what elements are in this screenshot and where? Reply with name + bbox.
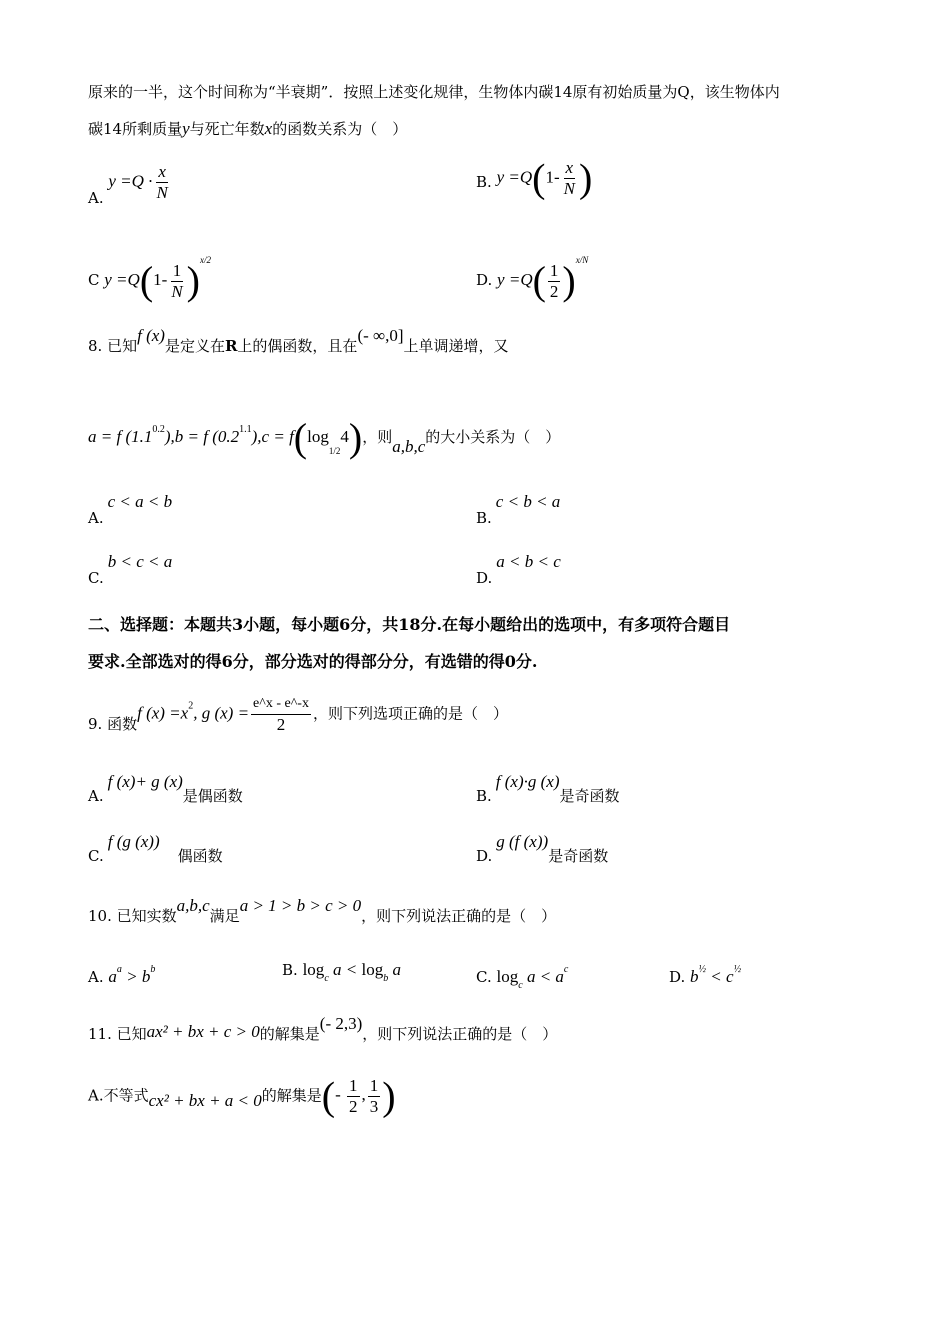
- q9-option-b[interactable]: [476, 772, 620, 805]
- fraction: [548, 261, 561, 302]
- option-label: A.: [88, 509, 104, 527]
- option-label: A.: [88, 1086, 104, 1105]
- formula-b: ),b = f (0.2: [164, 427, 240, 446]
- inequality: cx² + bx + a < 0: [148, 1091, 262, 1111]
- option-label: D.: [476, 847, 493, 865]
- section-2-heading-line-2: [88, 652, 537, 672]
- fraction-denominator: 2: [276, 715, 286, 734]
- q7-option-a[interactable]: [88, 162, 172, 207]
- exponent: x/N: [575, 255, 589, 265]
- q11-stem: [88, 1014, 558, 1043]
- q8-option-a[interactable]: [88, 492, 173, 527]
- fraction-numerator: 1: [549, 260, 559, 280]
- stem-text: 是定义在: [164, 337, 225, 355]
- option-label: B.: [476, 172, 492, 191]
- exponent: 1.1: [239, 424, 252, 435]
- option-formula: c < a < b: [107, 492, 173, 511]
- option-label: A.: [88, 188, 104, 207]
- q7-option-c[interactable]: C y =Q(1- $\frac{1}{N}$ )$^{x/2}$: [88, 255, 211, 303]
- var-x: x: [264, 119, 273, 138]
- option-label: C: [88, 271, 100, 289]
- set-R: R: [224, 337, 238, 355]
- option-label: A.: [88, 968, 104, 986]
- log: log: [307, 427, 329, 446]
- vars-abc: a,b,c: [392, 437, 426, 456]
- exponent: 0.2: [152, 424, 165, 435]
- stem-text: 上的偶函数，且在: [237, 337, 358, 355]
- formula-fx: f (x): [137, 326, 165, 345]
- intro-text-2a: 碳14所剩质量: [88, 120, 183, 138]
- formula-g: , g (x) =: [193, 703, 250, 723]
- interval: (- ∞,0]: [357, 326, 404, 345]
- option-label: B.: [476, 787, 492, 805]
- solution-set: - $\frac{1}{2}$ , $\frac{1}{3}$: [335, 1076, 379, 1116]
- fraction-denominator: N: [563, 179, 575, 198]
- option-label: A.: [88, 787, 104, 805]
- fraction-numerator: x: [565, 158, 574, 177]
- fraction-numerator: e^x - e^-x: [251, 694, 311, 715]
- intro-text-1: 原来的一半，这个时间称为“半衰期”．按照上述变化规律，生物体内碳14原有初始质量为Q，该生物体内: [88, 83, 780, 101]
- option-formula: c < b < a: [495, 492, 561, 511]
- q10-stem: [88, 896, 557, 925]
- intro-line-1: [88, 82, 780, 102]
- intro-line-2: [88, 119, 407, 139]
- q8-option-d[interactable]: [476, 552, 561, 587]
- formula-part: 1-: [545, 167, 560, 187]
- q10-option-a[interactable]: [88, 960, 155, 987]
- fraction-numerator: x: [158, 162, 166, 181]
- q9-option-a[interactable]: [88, 772, 243, 805]
- formula-a: a = f (1.1: [88, 427, 153, 446]
- inequality: ax² + bx + c > 0: [146, 1022, 260, 1041]
- question-number: 10. 已知实数: [88, 907, 177, 925]
- option-formula: b < c < a: [107, 552, 173, 571]
- option-formula: f (g (x)): [107, 832, 160, 851]
- section-heading-text: 要求.全部选对的得6分，部分选对的得部分分，有选错的得0分.: [88, 652, 538, 671]
- stem-text: ，则下列说法正确的是（ ）: [361, 907, 557, 925]
- option-formula: $b^{\frac{1}{2}} < c^{\frac{1}{2}}$: [690, 964, 742, 986]
- option-formula: f (x)·g (x): [495, 772, 560, 791]
- option-label: B.: [476, 509, 492, 527]
- q8-stem-line-2: a = f $(1.1^{0.2}),b = f$ $(0.2^{1.1}),c = f(\log_{1/2}4)$，则a,b,c的大小关系为（ ）: [88, 415, 561, 460]
- option-formula: y =Q ·: [108, 171, 153, 191]
- q11-option-a[interactable]: A.不等式cx² + bx + a < 0的解集是(- $\frac{1}{2}$ , $\frac{1}{3}$ ): [88, 1073, 396, 1119]
- q10-option-d[interactable]: [669, 960, 741, 987]
- formula-c: ),c = f: [251, 427, 294, 446]
- option-formula: y =Q: [497, 270, 533, 289]
- fraction-numerator: 1: [172, 260, 182, 280]
- q9-stem: [88, 694, 508, 735]
- option-formula: a < b < c: [496, 552, 561, 571]
- option-text: 不等式: [103, 1086, 149, 1105]
- fraction: [169, 261, 184, 302]
- stem-text: ，则下列选项正确的是（ ）: [312, 704, 508, 723]
- formula-part: 1-: [153, 270, 168, 289]
- q8-option-c[interactable]: [88, 552, 173, 587]
- exponent: 2: [188, 700, 194, 712]
- fraction: [251, 694, 311, 735]
- option-label: B.: [282, 961, 298, 979]
- fraction-denominator: 2: [549, 281, 559, 301]
- question-number: 8. 已知: [88, 337, 138, 355]
- var-y: y: [182, 119, 190, 138]
- log-base: 1/2: [328, 446, 341, 456]
- option-label: D.: [476, 271, 493, 289]
- option-label: D.: [476, 569, 493, 587]
- q10-option-b[interactable]: [282, 960, 401, 989]
- intro-text-2b: 与死亡年数: [189, 120, 265, 138]
- section-heading-text: 二、选择题：本题共3小题，每小题6分，共18分.在每小题给出的选项中，有多项符合题目: [88, 615, 731, 634]
- fraction-denominator: N: [171, 281, 183, 301]
- q9-option-c[interactable]: [88, 832, 223, 865]
- option-formula: y =Q: [104, 270, 140, 289]
- fraction-denominator: N: [156, 183, 168, 202]
- stem-text: ，则下列说法正确的是（ ）: [362, 1025, 558, 1043]
- option-text: 是奇函数: [548, 847, 609, 865]
- q8-option-b[interactable]: [476, 492, 561, 527]
- stem-text: 的大小关系为（ ）: [425, 428, 561, 446]
- option-label: D.: [669, 968, 686, 986]
- option-text: 是奇函数: [559, 787, 620, 805]
- stem-text: ，则: [362, 428, 393, 446]
- fraction: [562, 158, 577, 199]
- stem-text: 的解集是: [259, 1025, 320, 1043]
- option-text: 的解集是: [261, 1086, 322, 1105]
- q7-option-b[interactable]: B. y =Q(1- $\frac{x}{N}$ ): [476, 155, 593, 201]
- stem-text: 满足: [209, 907, 240, 925]
- q9-option-d[interactable]: [476, 832, 609, 865]
- option-label: C.: [476, 968, 492, 986]
- intro-text-2c: 的函数关系为（ ）: [272, 120, 408, 138]
- exponent: x/2: [199, 255, 211, 265]
- vars-abc: a,b,c: [176, 896, 210, 915]
- option-formula: g (f (x)): [496, 832, 549, 851]
- fraction: [154, 162, 169, 203]
- option-formula: $\log_c a < a^c$: [496, 964, 569, 991]
- question-number: 9. 函数: [88, 714, 138, 733]
- option-text: 偶函数: [177, 847, 223, 865]
- option-text: 是偶函数: [182, 787, 243, 805]
- q8-stem-line-1: [88, 326, 509, 355]
- question-number: 11. 已知: [88, 1025, 147, 1043]
- section-2-heading-line-1: [88, 615, 730, 635]
- option-label: C.: [88, 569, 104, 587]
- option-formula: f (x)+ g (x): [107, 772, 183, 791]
- log-argument: 4: [340, 427, 349, 446]
- option-formula: y =Q: [496, 167, 533, 187]
- solution-set: (- 2,3): [319, 1014, 363, 1033]
- stem-text: 上单调递增，又: [403, 337, 509, 355]
- option-label: C.: [88, 847, 104, 865]
- q10-option-c[interactable]: [476, 960, 568, 996]
- option-formula: $\log_c a < \log_b a$: [302, 960, 401, 984]
- formula-f: f (x) =x: [137, 703, 189, 723]
- condition: a > 1 > b > c > 0: [239, 896, 362, 915]
- q7-option-d[interactable]: D. y =Q( $\frac{1}{2}$ )$^{x/N}$: [476, 255, 589, 303]
- option-formula: $a^a > b^b$: [108, 964, 156, 986]
